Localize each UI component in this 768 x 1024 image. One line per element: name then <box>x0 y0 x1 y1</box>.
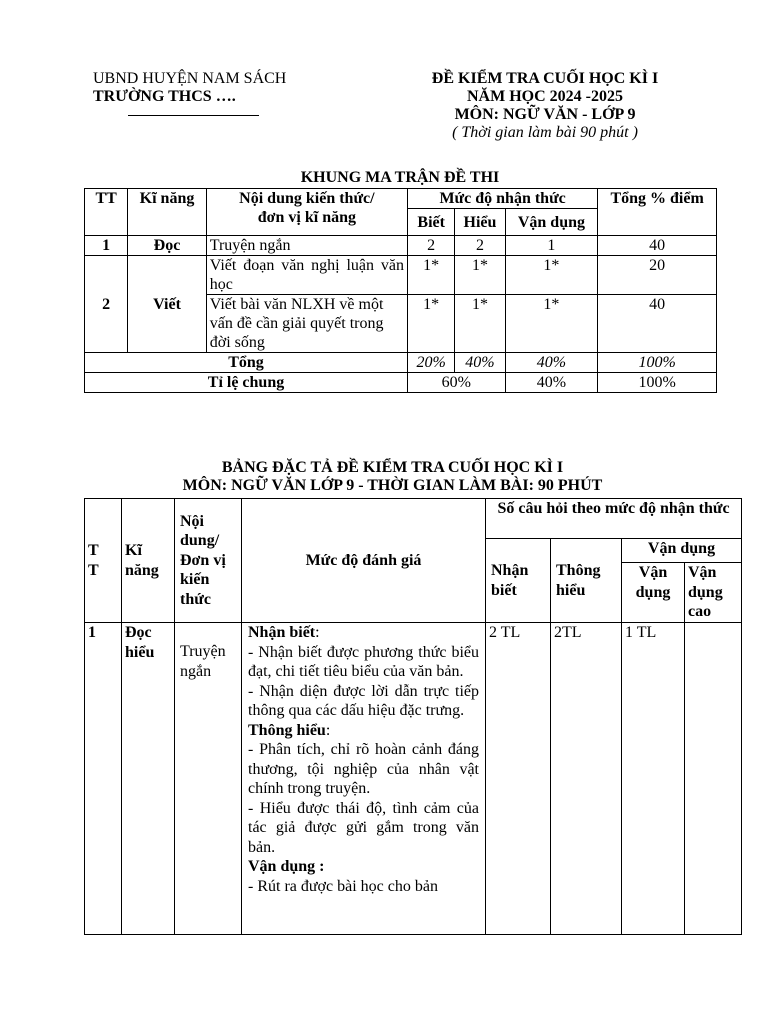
spec-row1-comprehend-count: 2TL <box>551 623 622 935</box>
matrix-row2-know: 1* <box>408 256 455 295</box>
comprehend-item-2: - Hiểu được thái độ, tình cảm của tác giả được gửi gắm trong văn bản. <box>248 799 479 856</box>
recognize-heading: Nhận biết <box>248 624 316 641</box>
spec-row1-level: Nhận biết: - Nhận biết được phương thức biểu đạt, chi tiết tiêu biểu của văn bản. - Nhận diện được lời dẫn trực tiếp thông qua các dấu hiệu đặc trưng. Thông hiểu: - Phân tích, chỉ rõ hoàn cảnh đáng thương, tội nghiệp của nhân vật chính trong truyện. - Hiểu được thái độ, tình cảm của tác giả được gửi gắm trong văn bản. Vận dụng : - Rút ra được bài học cho bản <box>242 623 486 935</box>
table-row <box>85 373 717 393</box>
subject: MÔN: NGỮ VĂN - LỚP 9 <box>454 106 636 123</box>
matrix-row1-tt: 1 <box>85 236 128 256</box>
apply-item-1: - Rút ra được bài học cho bản <box>248 877 438 895</box>
spec-header-apply-high: Vận dụng cao <box>685 563 742 623</box>
table-row <box>85 353 717 373</box>
org-block <box>93 70 333 106</box>
matrix-header-skill: Kĩ năng <box>128 189 206 236</box>
table-row <box>85 256 717 295</box>
spec-table <box>84 498 742 935</box>
matrix-sum-total: 100% <box>598 353 717 373</box>
comprehend-heading: Thông hiểu <box>248 721 326 739</box>
spec-header-content: Nội dung/ Đơn vị kiến thức <box>175 499 242 623</box>
org-line1: UBND HUYỆN NAM SÁCH <box>93 70 287 87</box>
table-row <box>85 236 717 256</box>
spec-header-comprehend: Thông hiểu <box>551 539 622 623</box>
matrix-sum-apply: 40% <box>505 353 598 373</box>
matrix-row3-understand: 1* <box>455 295 505 353</box>
exam-title-block <box>395 70 695 142</box>
spec-header-recognize: Nhận biết <box>486 539 551 623</box>
spec-row1-content: Truyện ngắn <box>175 623 242 935</box>
matrix-row1-content: Truyện ngắn <box>206 236 407 256</box>
matrix-row1-understand: 2 <box>455 236 505 256</box>
spec-header-level: Mức độ đánh giá <box>242 499 486 623</box>
matrix-header-content-line1: Nội dung kiến thức/ <box>239 190 375 207</box>
spec-header-question-count: Số câu hỏi theo mức độ nhận thức <box>486 499 742 539</box>
org-underline <box>128 115 259 116</box>
recognize-item-1: - Nhận biết được phương thức biểu đạt, chi tiết tiêu biểu của văn bản. <box>248 643 479 680</box>
matrix-row3-apply: 1* <box>505 295 598 353</box>
spec-title-line1: BẢNG ĐẶC TẢ ĐỀ KIỂM TRA CUỐI HỌC KÌ I <box>221 459 564 476</box>
matrix-row2-understand: 1* <box>455 256 505 295</box>
matrix-sum-know: 20% <box>408 353 455 373</box>
matrix-row2-skill: Viết <box>128 256 206 353</box>
spec-title <box>84 459 701 495</box>
spec-header-tt-2: T <box>88 561 99 579</box>
spec-title-line2: MÔN: NGỮ VĂN LỚP 9 - THỜI GIAN LÀM BÀI: 90 PHÚT <box>182 477 603 494</box>
matrix-row1-total: 40 <box>598 236 717 256</box>
matrix-header-tt: TT <box>85 189 128 236</box>
matrix-header-content-line2: đơn vị kĩ năng <box>257 209 356 226</box>
matrix-row1-skill: Đọc <box>128 236 206 256</box>
matrix-row3-know: 1* <box>408 295 455 353</box>
matrix-ratio-total: 100% <box>598 373 717 393</box>
spec-header-apply: Vận dụng <box>622 563 685 623</box>
matrix-row3-content: Viết bài văn NLXH về một vấn đề cần giải quyết trong đời sống <box>206 295 407 353</box>
matrix-header-know: Biết <box>408 209 455 236</box>
matrix-sum-label: Tổng <box>85 353 408 373</box>
duration: ( Thời gian làm bài 90 phút ) <box>452 124 638 141</box>
spec-header-apply-group: Vận dụng <box>622 539 742 563</box>
exam-title: ĐỀ KIỂM TRA CUỐI HỌC KÌ I <box>431 70 659 87</box>
spec-row1-skill: Đọc hiểu <box>122 623 175 935</box>
matrix-row1-know: 2 <box>408 236 455 256</box>
table-row <box>85 623 742 935</box>
matrix-ratio-know-understand: 60% <box>408 373 506 393</box>
spec-row1-apply-count: 1 TL <box>622 623 685 935</box>
spec-row1-apply-high-count <box>685 623 742 935</box>
matrix-header-apply: Vận dụng <box>505 209 598 236</box>
spec-header-tt-1: T <box>88 542 99 559</box>
school-year: NĂM HỌC 2024 -2025 <box>467 88 623 105</box>
matrix-sum-understand: 40% <box>455 353 505 373</box>
matrix-ratio-apply: 40% <box>505 373 598 393</box>
matrix-title: KHUNG MA TRẬN ĐỀ THI <box>300 169 500 186</box>
matrix-header-understand: Hiểu <box>455 209 505 236</box>
matrix-row1-apply: 1 <box>505 236 598 256</box>
matrix-table <box>84 188 717 393</box>
matrix-row3-total: 40 <box>598 295 717 353</box>
matrix-header-total: Tổng % điểm <box>598 189 717 236</box>
comprehend-item-1: - Phân tích, chỉ rõ hoàn cảnh đáng thương, tội nghiệp của nhân vật chính trong truyện. <box>248 741 479 797</box>
matrix-header-content <box>206 189 407 236</box>
matrix-header-level: Mức độ nhận thức <box>408 189 598 209</box>
matrix-row2-content: Viết đoạn văn nghị luận văn học <box>206 256 407 295</box>
spec-row1-recognize-count: 2 TL <box>486 623 551 935</box>
recognize-item-2: - Nhận diện được lời dẫn trực tiếp thông qua các dấu hiệu đặc trưng. <box>248 682 479 719</box>
spec-row1-tt: 1 <box>85 623 122 935</box>
matrix-row2-tt: 2 <box>85 256 128 353</box>
spec-header-skill: Kĩ năng <box>122 499 175 623</box>
spec-header-tt <box>85 499 122 623</box>
matrix-ratio-label: Tỉ lệ chung <box>85 373 408 393</box>
matrix-row2-apply: 1* <box>505 256 598 295</box>
apply-heading: Vận dụng : <box>248 858 325 875</box>
org-line2: TRƯỜNG THCS …. <box>93 88 236 105</box>
matrix-row2-total: 20 <box>598 256 717 295</box>
